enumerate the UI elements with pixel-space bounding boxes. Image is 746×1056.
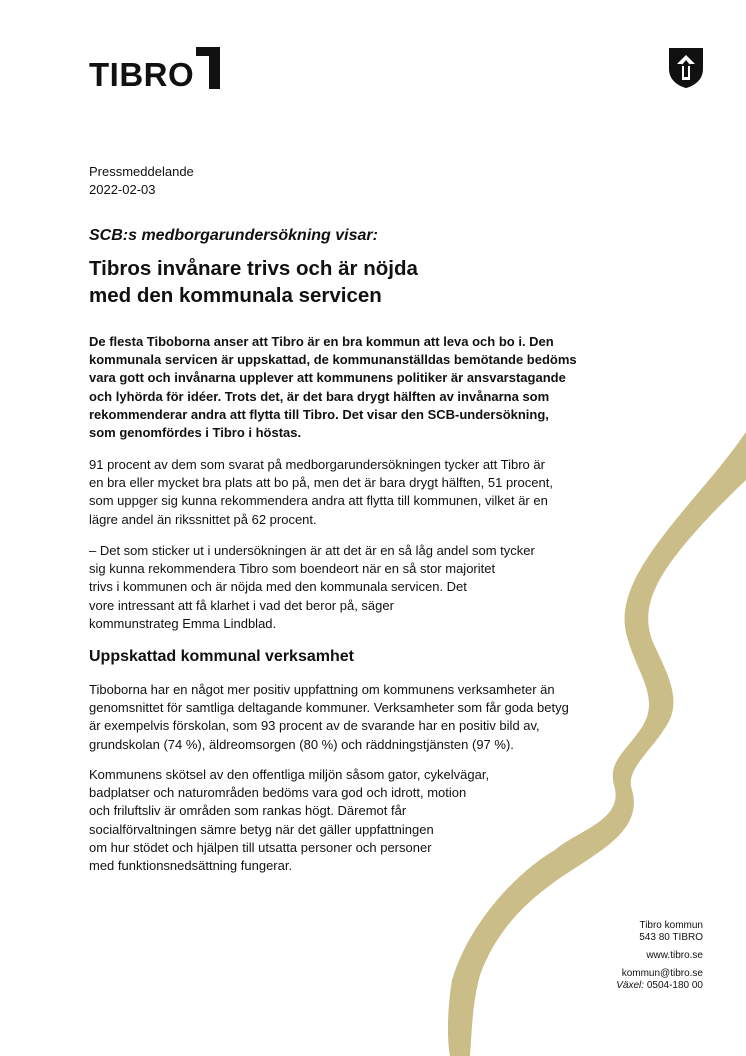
lead-line: vara gott och invånarna upplever att kommunens politiker är ansvarstagande <box>89 370 566 386</box>
lead-line: som genomfördes i Tibro i höstas. <box>89 425 302 441</box>
body-line: med funktionsnedsättning fungerar. <box>89 858 293 874</box>
body-line: trivs i kommunen och är nöjda med den kommunala servicen. Det <box>89 579 467 595</box>
lead-line: rekommenderar andra att flytta till Tibro. Det visar den SCB-undersökning, <box>89 406 549 422</box>
logo-wordmark: TIBRO <box>89 56 195 93</box>
body-line: om hur stödet och hjälpen till utsatta personer och personer <box>89 839 432 855</box>
title-line-2: med den kommunala servicen <box>89 284 382 307</box>
kicker-heading: SCB:s medborgarundersökning visar: <box>89 227 378 244</box>
body-line: sig kunna rekommendera Tibro som boendeort när en så stor majoritet <box>89 561 496 577</box>
tibro-logo <box>89 47 220 93</box>
footer-phone-number: 0504-180 00 <box>646 980 703 991</box>
body-line: som uppger sig kunna rekommendera andra att flytta till kommunen, vilket är en <box>89 493 548 509</box>
body-line: 91 procent av dem som svarat på medborgarundersökningen tycker att Tibro är <box>89 457 545 472</box>
footer-email-link[interactable]: kommun@tibro.se <box>621 968 703 979</box>
body-line: Tiboborna har en något mer positiv uppfattning om kommunens verksamheter än <box>89 682 555 697</box>
body-line: socialförvaltningen sämre betyg när det gäller uppfattningen <box>89 821 434 837</box>
page-title <box>89 255 418 309</box>
body-line: en bra eller mycket bra plats att bo på, men det är bara drygt hälften, 51 procent, <box>89 475 553 491</box>
footer-phone-label: Växel: <box>616 980 645 991</box>
footer-phone <box>616 980 703 992</box>
lead-line: De flesta Tiboborna anser att Tibro är en bra kommun att leva och bo i. Den <box>89 334 554 349</box>
logo-bracket-icon <box>196 47 220 89</box>
body-line: är exempelvis förskolan, som 93 procent av de svarande har en positiv bild av, <box>89 718 540 734</box>
section-heading: Uppskattad kommunal verksamhet <box>89 648 354 665</box>
lead-line: kommunala servicen är uppskattad, de kommunanställdas bemötande bedöms <box>89 352 577 368</box>
body-line: badplatser och naturområden bedöms vara god och idrott, motion <box>89 785 467 801</box>
body-line: grundskolan (74 %), äldreomsorgen (80 %) och räddningstjänsten (97 %). <box>89 736 514 752</box>
body-line: och friluftsliv är områden som rankas högt. Däremot får <box>89 803 407 819</box>
body-line: genomsnittet för samtliga deltagande kommuner. Verksamheter som får goda betyg <box>89 700 569 716</box>
contact-footer <box>616 920 703 992</box>
lead-line: och lyhörda för idéer. Trots det, är det bara drygt hälften av invånarna som <box>89 388 550 404</box>
lead-paragraph <box>89 333 577 442</box>
body-paragraph-quote <box>89 542 535 633</box>
footer-address: 543 80 TIBRO <box>639 932 703 943</box>
body-line: kommunstrateg Emma Lindblad. <box>89 615 277 631</box>
document-date: 2022-02-03 <box>89 182 156 197</box>
footer-org: Tibro kommun <box>639 920 703 931</box>
body-line: lägre andel än rikssnittet på 62 procent. <box>89 511 317 527</box>
body-paragraph-3 <box>89 681 569 754</box>
municipal-crest-icon <box>668 47 704 89</box>
body-line: Kommunens skötsel av den offentliga miljön såsom gator, cykelvägar, <box>89 767 490 782</box>
body-line: vore intressant att få klarhet i vad det beror på, säger <box>89 597 394 613</box>
title-line-1: Tibros invånare trivs och är nöjda <box>89 257 418 280</box>
footer-web-link[interactable]: www.tibro.se <box>646 950 703 961</box>
document-type: Pressmeddelande <box>89 164 194 179</box>
body-paragraph-1 <box>89 456 553 529</box>
body-paragraph-4 <box>89 766 489 875</box>
document-meta <box>89 163 194 199</box>
body-line: – Det som sticker ut i undersökningen är att det är en så låg andel som tycker <box>89 543 535 558</box>
